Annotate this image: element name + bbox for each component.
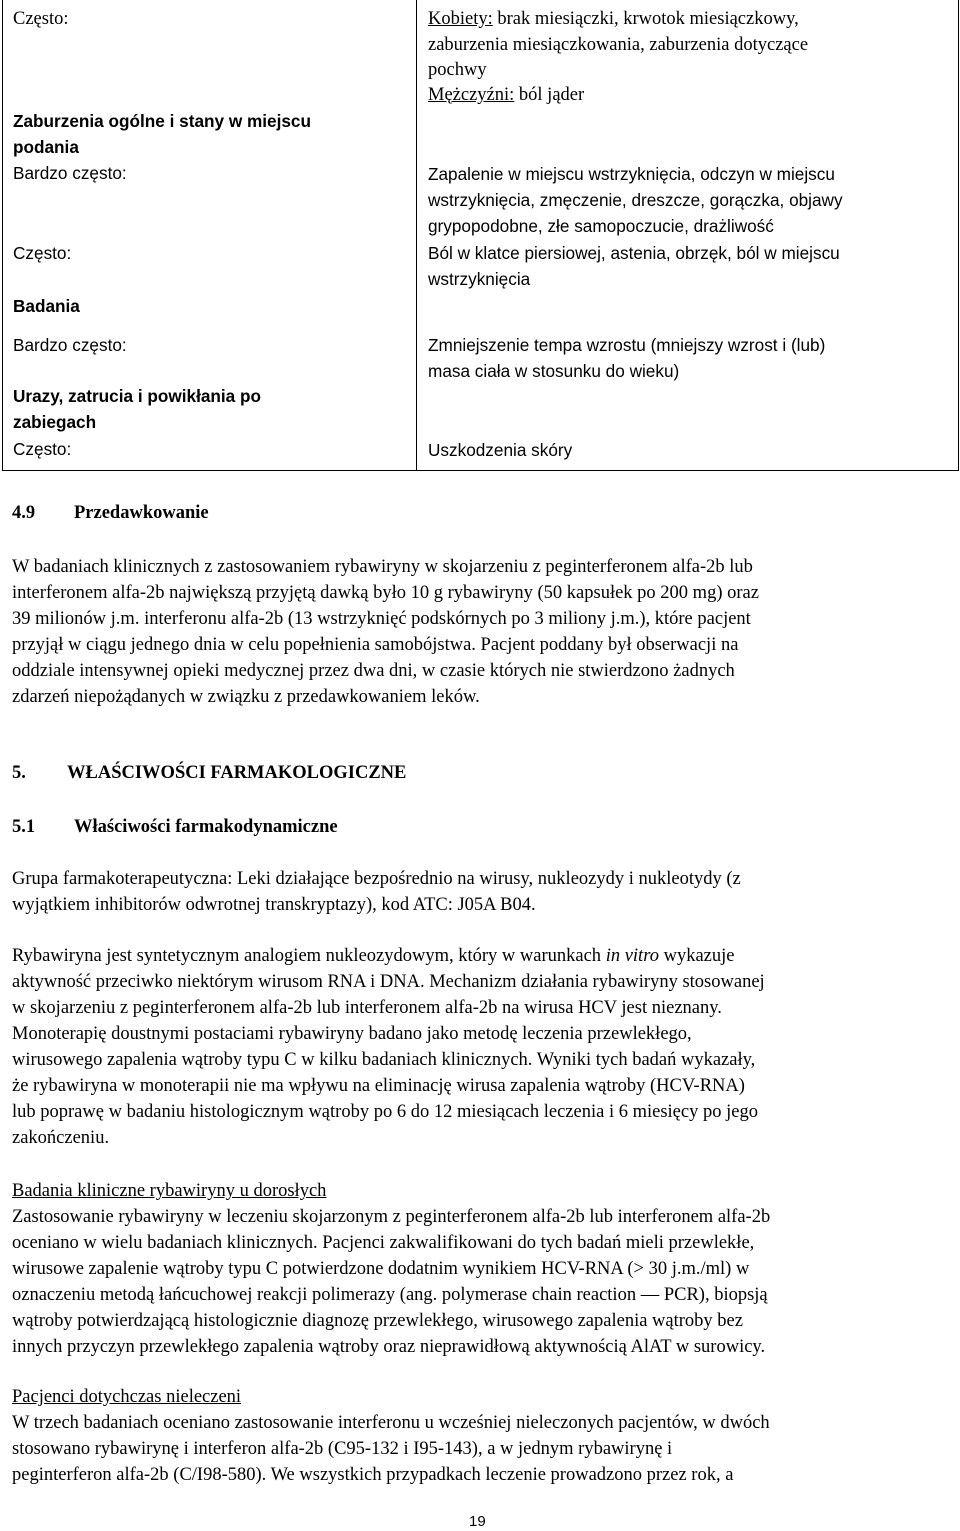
women-reactions: brak miesiączki, krwotok miesiączkowy, (492, 9, 799, 29)
reaction-text (428, 6, 799, 32)
text-line: Monoterapię doustnymi postaciami rybawiryny badano jako metodę leczenia przewlekłego, (12, 1024, 692, 1044)
reaction-text: wstrzyknięcia (428, 269, 531, 289)
text-line: że rybawiryna w monoterapii nie ma wpływu na eliminację wirusa zapalenia wątroby (HCV-RNA) (12, 1076, 745, 1096)
text-line: przyjął w ciągu jednego dnia w celu popełnienia samobójstwa. Pacjent poddany był obserwacji na (12, 635, 739, 655)
women-label: Kobiety: (428, 9, 493, 29)
text-line: 39 milionów j.m. interferonu alfa-2b (13 wstrzyknięć podskórnych po 3 miliony j.m.), które pacjent (12, 609, 751, 629)
reaction-text: wstrzyknięcia, zmęczenie, dreszcze, gorączka, objawy (428, 190, 843, 210)
section-heading-5 (12, 760, 947, 786)
text-line: wątroby potwierdzającą histologicznie diagnozę przewlekłego, wirusowego zapalenia wątroby bez (12, 1311, 743, 1331)
text-line: W badaniach klinicznych z zastosowaniem rybawiryny w skojarzeniu z peginterferonem alfa-2b lub (12, 557, 753, 577)
soc-heading-general-cont: podania (13, 137, 79, 157)
text-span: wykazuje (658, 946, 735, 966)
adverse-reactions-table (2, 0, 959, 471)
text-line: zakończeniu. (12, 1128, 110, 1148)
text-line: Grupa farmakoterapeutyczna: Leki działające bezpośrednio na wirusy, nukleozydy i nukleotydy (z (12, 869, 741, 889)
soc-heading-general: Zaburzenia ogólne i stany w miejscu (13, 111, 311, 131)
table-column-divider (416, 0, 417, 470)
men-reactions: ból jąder (514, 85, 585, 105)
men-label: Mężczyźni: (428, 85, 515, 105)
section-number: 5.1 (12, 817, 36, 837)
text-line: aktywność przeciwko niektórym wirusom RNA i DNA. Mechanizm działania rybawiryny stosowanej (12, 972, 765, 992)
adult-trials-paragraph (12, 1178, 947, 1360)
reaction-text: pochwy (428, 60, 487, 80)
text-line: oddziale intensywnej opieki medycznej przez dwa dni, w czasie których nie stwierdzono żadnych (12, 661, 735, 681)
reaction-text: Uszkodzenia skóry (428, 440, 573, 460)
reaction-text: zaburzenia miesiączkowania, zaburzenia dotyczące (428, 35, 809, 55)
reaction-text: masa ciała w stosunku do wieku) (428, 361, 680, 381)
section-number: 4.9 (12, 503, 36, 523)
page-number: 19 (469, 1513, 486, 1530)
reaction-text: Ból w klatce piersiowej, astenia, obrzęk, ból w miejscu (428, 243, 840, 263)
text-line: oceniano w wielu badaniach klinicznych. Pacjenci zakwalifikowani do tych badań mieli przewlekłe, (12, 1233, 755, 1253)
naive-patients-paragraph (12, 1384, 947, 1488)
text-line: peginterferon alfa-2b (C/I98-580). We wszystkich przypadkach leczenie prowadzono przez rok, a (12, 1465, 734, 1485)
text-line: W trzech badaniach oceniano zastosowanie interferonu u wcześniej nieleczonych pacjentów, w dwóch (12, 1413, 770, 1433)
pharmacotherapeutic-group-paragraph (12, 866, 947, 918)
mechanism-paragraph (12, 943, 947, 1151)
text-span: Rybawiryna jest syntetycznym analogiem nukleozydowym, który w warunkach (12, 946, 606, 966)
section-heading-5-1 (12, 814, 947, 840)
text-line: innych przyczyn przewlekłego zapalenia wątroby oraz nieprawidłową aktywnością AlAT w surowicy. (12, 1337, 766, 1357)
text-line: wyjątkiem inhibitorów odwrotnej transkryptazy), kod ATC: J05A B04. (12, 895, 536, 915)
section-title: Właściwości farmakodynamiczne (74, 817, 338, 837)
text-line: oznaczeniu metodą łańcuchowej reakcji polimerazy (ang. polymerase chain reaction — PCR), biopsją (12, 1285, 768, 1305)
text-line: interferonem alfa-2b największą przyjętą dawką było 10 g rybawiryny (50 kapsułek po 200 mg) oraz (12, 583, 759, 603)
text-line: zdarzeń niepożądanych w związku z przedawkowaniem leków. (12, 687, 480, 707)
soc-heading-injury-cont: zabiegach (13, 412, 97, 432)
section-heading-4-9 (12, 500, 947, 526)
soc-heading-investigations: Badania (13, 296, 80, 316)
frequency-label: Bardzo często: (13, 163, 127, 183)
soc-heading-injury: Urazy, zatrucia i powikłania po (13, 386, 262, 406)
text-line (12, 943, 947, 969)
frequency-label: Często: (13, 9, 69, 29)
text-line: wirusowego zapalenia wątroby typu C w kilku badaniach klinicznych. Wyniki tych badań wykazały, (12, 1050, 756, 1070)
reaction-text: grypopodobne, złe samopoczucie, drażliwość (428, 216, 774, 236)
italic-term: in vitro (605, 946, 659, 966)
frequency-label: Często: (13, 243, 72, 263)
text-line: stosowano rybawirynę i interferon alfa-2b (C95-132 i I95-143), a w jednym rybawirynę i (12, 1439, 673, 1459)
text-line: Zastosowanie rybawiryny w leczeniu skojarzonym z peginterferonem alfa-2b lub interferonem alfa-2b (12, 1207, 771, 1227)
frequency-label: Bardzo często: (13, 335, 127, 355)
text-line: lub poprawę w badaniu histologicznym wątroby po 6 do 12 miesiącach leczenia i 6 miesięcy po jego (12, 1102, 758, 1122)
subsection-heading: Badania kliniczne rybawiryny u dorosłych (12, 1181, 327, 1201)
section-number: 5. (12, 763, 26, 783)
overdose-paragraph (12, 554, 947, 710)
text-line: w skojarzeniu z peginterferonem alfa-2b lub interferonem alfa-2b na wirusa HCV jest nieznany. (12, 998, 722, 1018)
reaction-text (428, 82, 584, 108)
frequency-label: Często: (13, 439, 72, 459)
reaction-text: Zapalenie w miejscu wstrzyknięcia, odczyn w miejscu (428, 164, 835, 184)
reaction-text: Zmniejszenie tempa wzrostu (mniejszy wzrost i (lub) (428, 335, 826, 355)
section-title: Przedawkowanie (74, 503, 209, 523)
subsection-heading: Pacjenci dotychczas nieleczeni (12, 1387, 242, 1407)
section-title: WŁAŚCIWOŚCI FARMAKOLOGICZNE (67, 763, 407, 783)
text-line: wirusowe zapalenie wątroby typu C potwierdzone dodatnim wynikiem HCV-RNA (> 30 j.m./ml) w (12, 1259, 750, 1279)
